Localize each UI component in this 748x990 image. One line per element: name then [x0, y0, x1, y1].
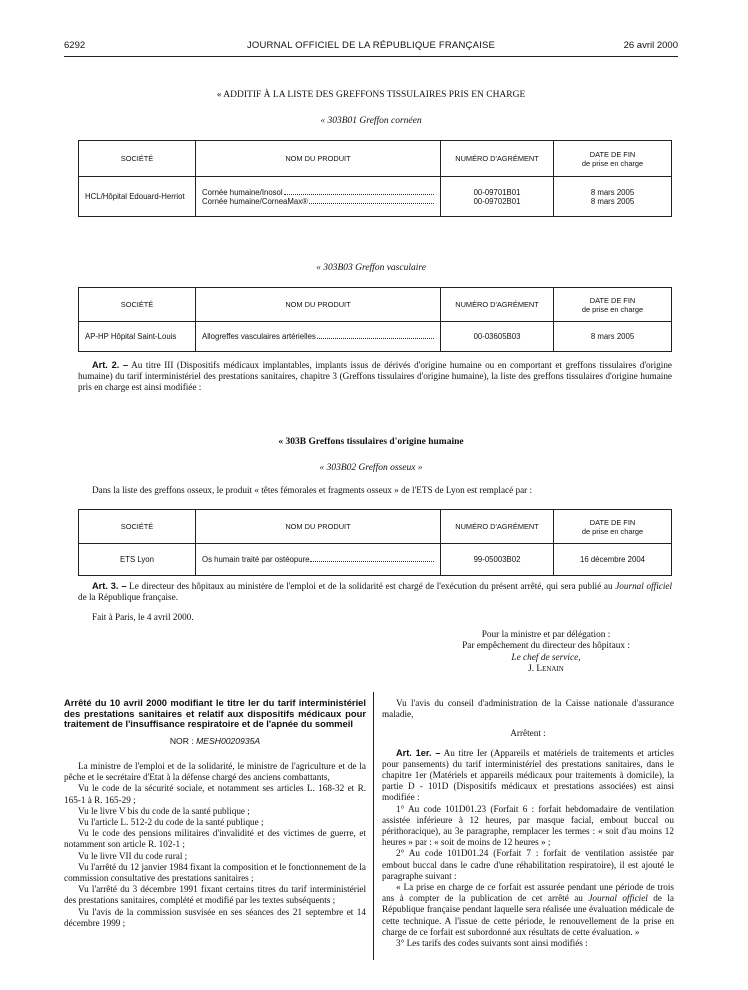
article-3-text: Le directeur des hôpitaux au ministère de l'emploi et de la solidarité est chargé de l'exécution du présent arrêté, qui sera publié au: [126, 581, 616, 591]
left-paragraph: Vu le livre VII du code rural ;: [78, 850, 188, 861]
arretent: Arrêtent :: [510, 728, 546, 739]
running-header: [64, 40, 678, 54]
article-1-quote: [382, 882, 674, 938]
left-paragraph: Vu l'arrêté du 12 janvier 1984 fixant la composition et le fonctionnement de la commission consultative des prestations sanitaires ;: [64, 861, 366, 884]
signature-line-1: Pour la ministre et par délégation :: [481, 630, 611, 640]
col-header-date: [554, 510, 672, 544]
date-header-line2: de prise en charge: [581, 158, 644, 168]
section-heading-greffons: « 303B Greffons tissulaires d'origine humaine: [278, 437, 464, 447]
osseux-intro: [78, 485, 672, 496]
product-name: Cornée humaine/CorneaMax®: [202, 196, 308, 206]
article-3-label: Art. 3. –: [92, 581, 127, 591]
fait-a-paris: [78, 612, 672, 623]
col-header-date: [554, 288, 672, 322]
section-heading-additif: « ADDITIF À LA LISTE DES GREFFONS TISSULAIRES PRIS EN CHARGE: [216, 90, 526, 100]
signature-block: [420, 630, 672, 676]
col-header-societe: SOCIÉTÉ: [79, 510, 196, 544]
col-header-agrement: NUMÉRO D'AGRÉMENT: [441, 141, 554, 177]
article-3: [78, 581, 672, 603]
product-name: Cornée humaine/Inosol: [202, 187, 283, 197]
article-1-item-2: 2° Au code 101D01.24 (Forfait 7 : forfait de ventilation assistée par embout buccal dans le cadre d'une réhabilitation respiratoire), il est ajouté le paragraphe suivant :: [382, 848, 674, 881]
cell-societe: AP-HP Hôpital Saint-Louis: [79, 322, 196, 352]
col-header-agrement: NUMÉRO D'AGRÉMENT: [441, 288, 554, 322]
column-divider: [373, 692, 374, 960]
table-cornea: [78, 140, 672, 217]
right-paragraph: Vu l'avis du conseil d'administration de la Caisse nationale d'assurance maladie,: [382, 698, 674, 720]
table-header-row: [79, 141, 672, 177]
date-header-line2: de prise en charge: [581, 304, 644, 314]
cell-date: 8 mars 2005: [554, 322, 672, 352]
fait-text: Fait à Paris, le 4 avril 2000.: [92, 612, 194, 622]
col-header-societe: SOCIÉTÉ: [79, 288, 196, 322]
article-1-text: Au titre Ier (Appareils et matériels de traitements et articles pour pansements) du tarif interministériel des prestations sanitaires, dans le chapitre 1er (Matériels et appareils médicaux pour traitements à domicile), la partie D - 101D (Dispositifs médicaux et prestations associées) est ainsi modifiée :: [382, 747, 674, 803]
col-header-produit: NOM DU PRODUIT: [196, 510, 441, 544]
left-paragraph: Vu l'arrêté du 3 décembre 1991 fixant certains titres du tarif interministériel des prestations sanitaires, complété et modifié par les textes subséquents ;: [64, 884, 366, 906]
issue-date: 26 avril 2000: [623, 40, 678, 51]
col-header-agrement: NUMÉRO D'AGRÉMENT: [441, 510, 554, 544]
signature-line-3: Le chef de service,: [511, 652, 581, 663]
cell-societe: ETS Lyon: [79, 544, 196, 576]
cell-date: 16 décembre 2004: [554, 544, 672, 576]
signature-line-2: Par empêchement du directeur des hôpitaux :: [462, 641, 630, 652]
date-header-line2: de prise en charge: [581, 526, 644, 536]
cell-agrement: 99-05003B02: [441, 544, 554, 576]
nor-label: NOR :: [169, 735, 197, 746]
article-2-label: Art. 2. –: [92, 360, 129, 370]
agrement-number: 00-09701B01: [473, 187, 521, 197]
date-header-line1: DATE DE FIN: [589, 149, 636, 159]
cell-produit: [196, 322, 441, 352]
agrement-number: 00-09702B01: [473, 196, 521, 206]
table-row: [79, 322, 672, 352]
table-row: [79, 544, 672, 576]
osseux-intro-text: Dans la liste des greffons osseux, le produit « têtes fémorales et fragments osseux » de l'ETS de Lyon est remplacé par :: [92, 485, 533, 495]
quote-text-end: de la République française pendant laquelle sera réalisée une évaluation médicale de cette technique. A l'issue de cette période, le renouvellement de la prise en charge de ce forfait est subordonné aux résultats de cette évaluation. »: [382, 893, 675, 937]
section-subheading-cornea: « 303B01 Greffon cornéen: [320, 116, 422, 126]
left-paragraph: Vu l'article L. 512-2 du code de la santé publique ;: [78, 817, 264, 827]
cell-produit: [196, 544, 441, 576]
col-header-produit: NOM DU PRODUIT: [196, 288, 441, 322]
cell-produits: [196, 177, 441, 217]
article-3-journal: Journal officiel: [615, 581, 673, 591]
col-header-date: [554, 141, 672, 177]
product-line: [202, 188, 434, 197]
end-date: 8 mars 2005: [590, 196, 635, 206]
table-header-row: [79, 288, 672, 322]
article-1-item-1: 1° Au code 101D01.23 (Forfait 6 : forfait hebdomadaire de ventilation assistée inférieure à 12 heures, par masque facial, embout buccal ou périthoracique), au 3e paragraphe, remplacer les termes : « soit d'au moins 12 heures » par : « soit de moins de 12 heures » ;: [382, 803, 674, 848]
quote-text: « La prise en charge de ce forfait est assurée pendant une période de trois ans à compter de la publication de cet arrêté au: [382, 882, 674, 904]
section-subheading-osseux: « 303B02 Greffon osseux »: [319, 463, 423, 473]
article-1-label: Art. 1er. –: [396, 747, 441, 758]
signature-name: J. Lenain: [528, 664, 564, 675]
table-osseux: [78, 509, 672, 576]
table-row: [79, 177, 672, 217]
cell-agrements: [441, 177, 554, 217]
end-date: 8 mars 2005: [590, 187, 635, 197]
decree-title: Arrêté du 10 avril 2000 modifiant le titre Ier du tarif interministériel des prestations sanitaires et relatif aux dispositifs médicaux pour traitement de l'insuffisance respiratoire et de l'apnée du sommeil: [64, 697, 366, 730]
article-2: [78, 360, 672, 393]
nor-reference: [64, 736, 366, 747]
quote-journal: Journal officiel: [588, 893, 648, 904]
cell-societe: HCL/Hôpital Edouard-Herriot: [79, 177, 196, 217]
col-header-societe: SOCIÉTÉ: [79, 141, 196, 177]
product-line: [202, 197, 434, 206]
product-name: Os humain traité par ostéopure: [202, 555, 310, 564]
article-1-item-3: 3° Les tarifs des codes suivants sont ainsi modifiés :: [396, 938, 588, 949]
left-column: [64, 698, 366, 929]
left-paragraph: Vu le code des pensions militaires d'invalidité et des victimes de guerre, et notamment son article R. 102-1 ;: [64, 828, 366, 850]
left-paragraph: Vu le livre V bis du code de la santé publique ;: [78, 805, 250, 816]
nor-value: MESH0020935A: [196, 735, 261, 746]
header-rule: [64, 56, 678, 57]
left-paragraph: La ministre de l'emploi et de la solidarité, le ministre de l'agriculture et de la pêche et le secrétaire d'Etat à la défense chargé des anciens combattants,: [64, 760, 366, 783]
date-header-line1: DATE DE FIN: [589, 517, 636, 527]
table-header-row: [79, 510, 672, 544]
journal-title: JOURNAL OFFICIEL DE LA RÉPUBLIQUE FRANÇAISE: [246, 40, 496, 51]
table-vascular: [78, 287, 672, 352]
cell-dates: [554, 177, 672, 217]
left-paragraph: Vu l'avis de la commission susvisée en ses séances des 21 septembre et 14 décembre 1999 ;: [64, 906, 366, 928]
article-2-text: Au titre III (Dispositifs médicaux implantables, implants issus de dérivés d'origine humaine ou en comportant et greffons tissulaires d'origine humaine) du tarif interministériel des prestations sanitaires, chapitre 3 (Greffons tissulaires d'origine humaine), la liste des greffons tissulaires d'origine humaine pris en charge est ainsi modifiée :: [78, 360, 672, 392]
section-subheading-vascular: « 303B03 Greffon vasculaire: [316, 263, 426, 273]
cell-agrement: 00-03605B03: [441, 322, 554, 352]
article-3-text-end: de la République française.: [78, 592, 178, 602]
article-1: [382, 748, 674, 804]
left-paragraph: Vu le code de la sécurité sociale, et notamment ses articles L. 168-32 et R. 165-1 à R. 165-29 ;: [64, 783, 366, 805]
page-number: 6292: [64, 40, 86, 51]
date-header-line1: DATE DE FIN: [589, 295, 636, 305]
col-header-produit: NOM DU PRODUIT: [196, 141, 441, 177]
product-name: Allogreffes vasculaires artérielles: [202, 332, 316, 341]
right-column: [382, 698, 674, 949]
